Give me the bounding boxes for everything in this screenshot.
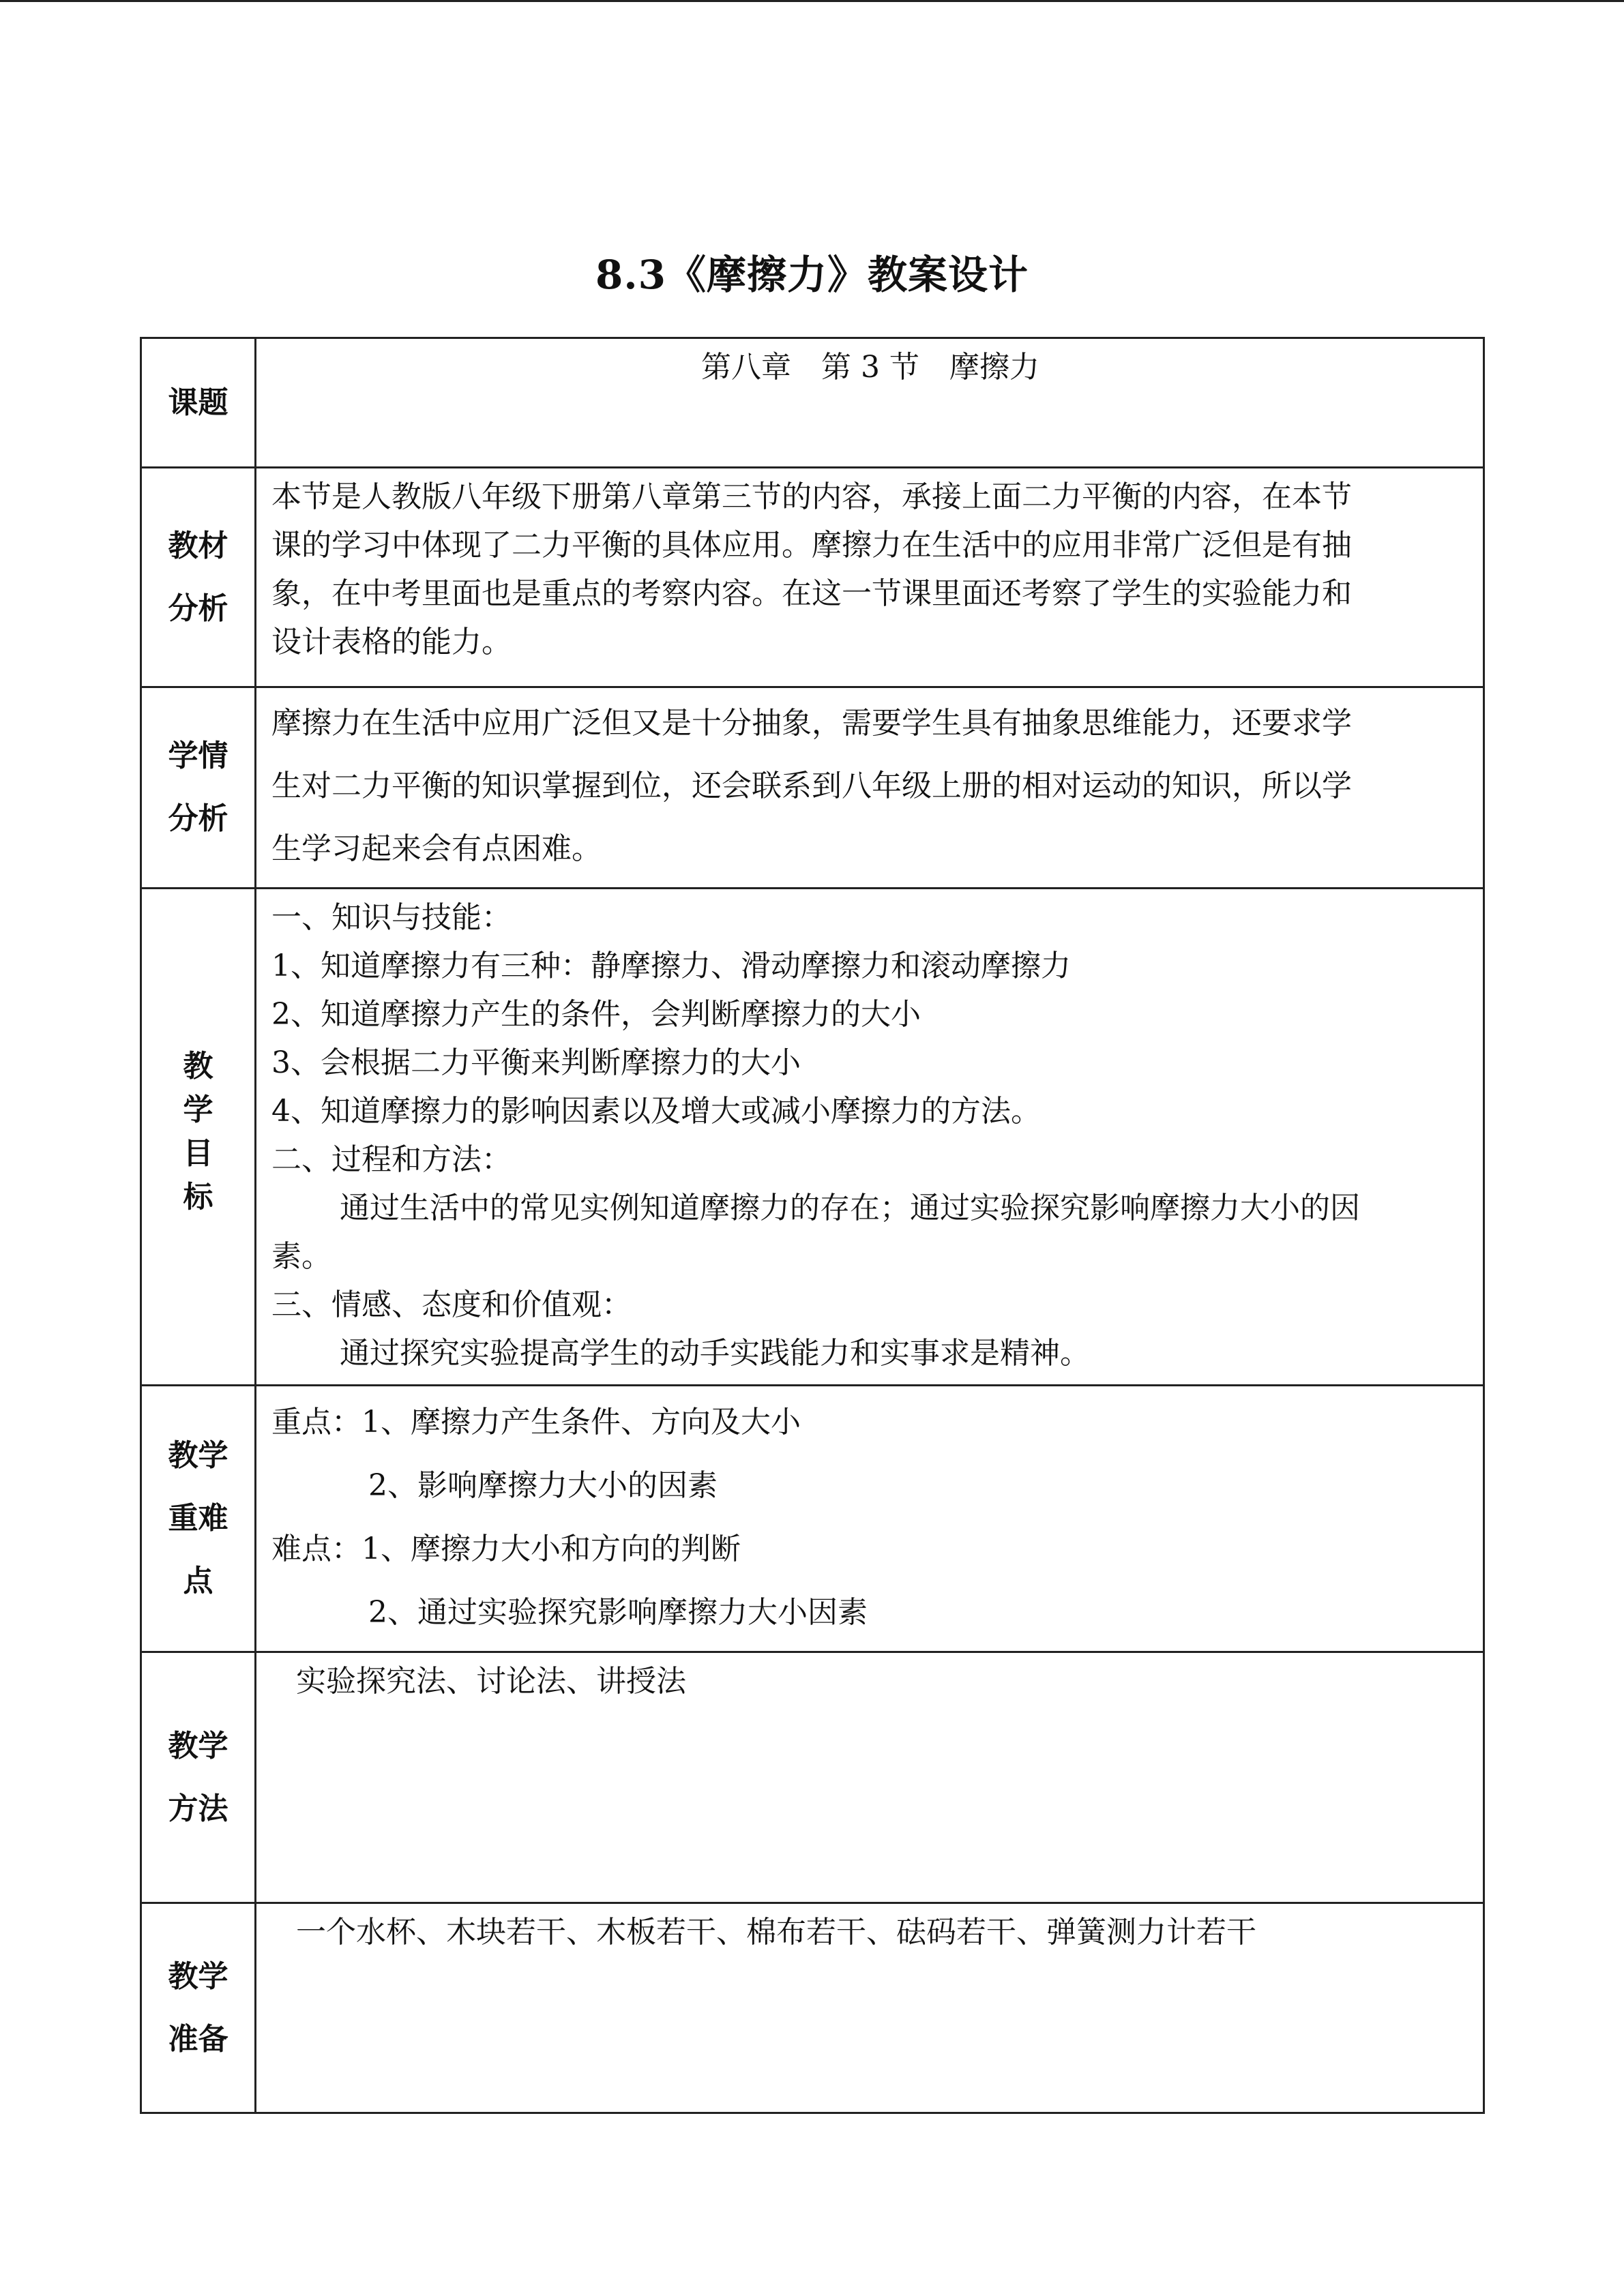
label-keypoints-l1: 教学	[168, 1438, 228, 1473]
label-prep-l2: 准备	[168, 2021, 228, 2057]
methods-value: 实验探究法、讨论法、讲授法	[296, 1664, 686, 1699]
label-prep-l1: 教学	[168, 1958, 228, 1994]
key-point-line: 2、影响摩擦力大小的因素	[368, 1468, 718, 1503]
row-teaching-methods	[141, 1652, 1484, 1903]
content-teaching-methods	[256, 1652, 1484, 1903]
material-line: 设计表格的能力。	[271, 625, 512, 659]
goals-item: 1、知道摩擦力有三种：静摩擦力、滑动摩擦力和滚动摩擦力	[271, 949, 1071, 983]
row-teaching-preparation	[141, 1903, 1484, 2113]
content-key-difficult-points	[256, 1386, 1484, 1652]
topic-value: 第八章 第 3 节 摩擦力	[701, 350, 1039, 385]
label-methods-l2: 方法	[168, 1791, 228, 1826]
label-teaching-goals	[141, 889, 256, 1386]
row-teaching-goals	[141, 889, 1484, 1386]
label-goals-char: 教	[183, 1049, 213, 1084]
students-line: 生对二力平衡的知识掌握到位，还会联系到八年级上册的相对运动的知识，所以学	[271, 769, 1352, 803]
content-topic	[256, 338, 1484, 468]
difficult-point-line: 2、通过实验探究影响摩擦力大小因素	[368, 1595, 868, 1630]
page-title: 8.3《摩擦力》教案设计	[595, 252, 1029, 298]
label-material-l2: 分析	[168, 591, 228, 626]
top-border-rule	[0, 0, 1624, 2]
material-line: 课的学习中体现了二力平衡的具体应用。摩擦力在生活中的应用非常广泛但是有抽	[271, 528, 1352, 563]
goals-process-line: 素。	[271, 1239, 331, 1274]
goals-process-line: 通过生活中的常见实例知道摩擦力的存在；通过实验探究影响摩擦力大小的因	[340, 1191, 1360, 1225]
label-goals-char: 学	[183, 1092, 213, 1127]
goals-item: 2、知道摩擦力产生的条件，会判断摩擦力的大小	[271, 997, 921, 1032]
label-keypoints-l2: 重难	[168, 1501, 228, 1536]
label-teaching-methods	[141, 1652, 256, 1903]
label-methods-l1: 教学	[168, 1728, 228, 1763]
content-student-analysis	[256, 687, 1484, 889]
goals-attitude-line: 通过探究实验提高学生的动手实践能力和实事求是精神。	[340, 1336, 1090, 1371]
goals-section-attitude: 三、情感、态度和价值观：	[271, 1287, 632, 1322]
difficult-point-line: 难点：1、摩擦力大小和方向的判断	[271, 1532, 741, 1566]
content-teaching-preparation	[256, 1903, 1484, 2113]
row-key-difficult-points	[141, 1386, 1484, 1652]
content-material-analysis	[256, 468, 1484, 687]
label-goals-char: 目	[183, 1136, 213, 1171]
label-keypoints-l3: 点	[183, 1564, 213, 1598]
prep-value: 一个水杯、木块若干、木板若干、棉布若干、砝码若干、弹簧测力计若干	[296, 1915, 1256, 1950]
row-topic	[141, 338, 1484, 468]
material-line: 象，在中考里面也是重点的考察内容。在这一节课里面还考察了学生的实验能力和	[271, 576, 1352, 611]
label-students-l2: 分析	[168, 801, 228, 836]
students-line: 摩擦力在生活中应用广泛但又是十分抽象，需要学生具有抽象思维能力，还要求学	[271, 706, 1352, 741]
content-teaching-goals	[256, 889, 1484, 1386]
goals-section-knowledge: 一、知识与技能：	[271, 900, 512, 935]
label-teaching-preparation	[141, 1903, 256, 2113]
goals-item: 3、会根据二力平衡来判断摩擦力的大小	[271, 1045, 801, 1080]
label-students-l1: 学情	[168, 739, 228, 773]
label-student-analysis	[141, 687, 256, 889]
label-topic-text: 课题	[168, 385, 228, 420]
goals-item: 4、知道摩擦力的影响因素以及增大或减小摩擦力的方法。	[271, 1094, 1041, 1129]
key-point-line: 重点：1、摩擦力产生条件、方向及大小	[271, 1405, 801, 1440]
lesson-plan-table	[140, 337, 1485, 2114]
material-line: 本节是人教版八年级下册第八章第三节的内容，承接上面二力平衡的内容，在本节	[271, 479, 1352, 514]
label-material-l1: 教材	[168, 528, 228, 563]
label-key-difficult-points	[141, 1386, 256, 1652]
students-line: 生学习起来会有点困难。	[271, 831, 602, 866]
row-student-analysis	[141, 687, 1484, 889]
row-material-analysis	[141, 468, 1484, 687]
goals-section-process: 二、过程和方法：	[271, 1142, 512, 1177]
label-topic	[141, 338, 256, 468]
label-goals-char: 标	[183, 1180, 213, 1214]
label-material-analysis	[141, 468, 256, 687]
